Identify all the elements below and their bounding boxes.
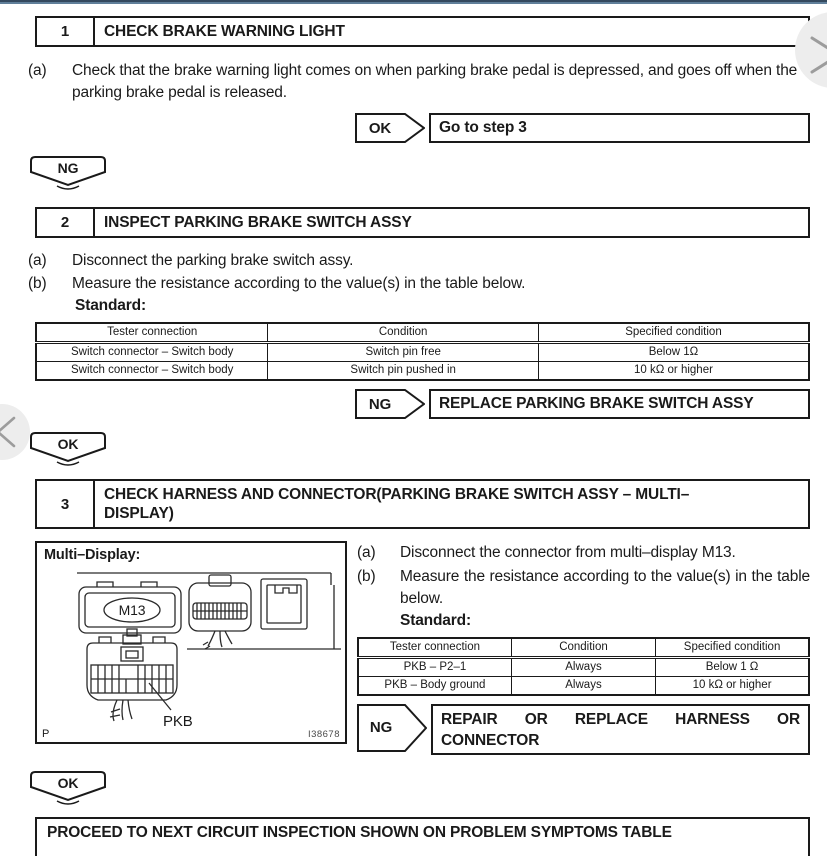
cell: 10 kΩ or higher bbox=[538, 361, 809, 380]
proceed-box bbox=[35, 817, 810, 856]
cell: Always bbox=[511, 676, 655, 695]
col-condition: Condition bbox=[268, 323, 539, 342]
step-1-header bbox=[35, 16, 810, 47]
chevron-right-icon bbox=[795, 12, 827, 88]
step-2-number: 2 bbox=[37, 209, 95, 236]
ok-banner-tag bbox=[30, 432, 106, 468]
table-row bbox=[358, 657, 809, 676]
table-header-row bbox=[36, 323, 809, 342]
chevron-left-icon bbox=[0, 404, 30, 460]
connector-diagram bbox=[37, 543, 345, 742]
ok-banner-label: OK bbox=[57, 436, 79, 452]
step-2-spec-table bbox=[35, 322, 810, 381]
step-3-spec-table bbox=[357, 637, 810, 696]
item-label: (b) bbox=[357, 568, 376, 585]
carousel-next-button[interactable] bbox=[795, 12, 827, 88]
standard-label: Standard: bbox=[400, 612, 471, 629]
step-3-header bbox=[35, 479, 810, 529]
item-text: Measure the resistance according to the value(s) in the table below. bbox=[400, 568, 810, 607]
step-3-body bbox=[35, 541, 810, 755]
step-2-ng-result bbox=[355, 389, 810, 419]
cell: PKB – Body ground bbox=[358, 676, 511, 695]
step-1-title: CHECK BRAKE WARNING LIGHT bbox=[104, 23, 345, 40]
ng-banner-label: NG bbox=[57, 160, 79, 176]
window-top-bar bbox=[0, 0, 827, 4]
col-tester-connection: Tester connection bbox=[36, 323, 268, 342]
standard-label: Standard: bbox=[75, 297, 146, 314]
carousel-prev-button[interactable] bbox=[0, 404, 30, 460]
figure-caption: Multi–Display: bbox=[44, 547, 141, 563]
item-text: Disconnect the parking brake switch assy. bbox=[72, 252, 354, 269]
connector-figure bbox=[35, 541, 347, 744]
ng-banner-tag bbox=[30, 156, 106, 192]
ok-arrow-label: OK bbox=[368, 120, 392, 137]
ng-arrow-label: NG bbox=[369, 719, 393, 736]
connector-m13-label: M13 bbox=[118, 602, 146, 618]
step-3-right-column bbox=[357, 541, 810, 755]
col-condition: Condition bbox=[511, 638, 655, 657]
table-row bbox=[36, 342, 809, 361]
ng-arrow-label: NG bbox=[368, 396, 392, 413]
ok-banner-label: OK bbox=[57, 775, 79, 791]
figure-number: I38678 bbox=[307, 729, 340, 740]
item-label: (b) bbox=[28, 275, 47, 292]
table-row bbox=[36, 361, 809, 380]
cell: Switch connector – Switch body bbox=[36, 342, 268, 361]
col-specified-condition: Specified condition bbox=[656, 638, 809, 657]
item-text: Disconnect the connector from multi–display M13. bbox=[400, 544, 736, 561]
step-3-item-b bbox=[357, 566, 810, 610]
table-header-row bbox=[358, 638, 809, 657]
cell: Switch pin pushed in bbox=[268, 361, 539, 380]
cell: Switch connector – Switch body bbox=[36, 361, 268, 380]
step-3-ng-result bbox=[357, 704, 810, 755]
cell: Switch pin free bbox=[268, 342, 539, 361]
step-2-header bbox=[35, 207, 810, 238]
figure-corner-label: P bbox=[42, 728, 50, 740]
connector-pkb-label: PKB bbox=[163, 713, 193, 730]
step-2-item-a bbox=[28, 250, 810, 272]
step-1-ok-result bbox=[355, 113, 810, 143]
cell: 10 kΩ or higher bbox=[656, 676, 809, 695]
col-specified-condition: Specified condition bbox=[538, 323, 809, 342]
proceed-text: PROCEED TO NEXT CIRCUIT INSPECTION SHOWN ON PROBLEM SYMPTOMS TABLE bbox=[47, 824, 672, 841]
col-tester-connection: Tester connection bbox=[358, 638, 511, 657]
step-3-number: 3 bbox=[37, 481, 95, 527]
step-3-item-a bbox=[357, 542, 810, 564]
ng-action-box bbox=[429, 389, 810, 419]
ng-action-text: REPAIR OR REPLACE HARNESS OR CONNECTOR bbox=[441, 711, 800, 749]
item-label: (a) bbox=[28, 62, 47, 79]
ok-action-box bbox=[429, 113, 810, 143]
ng-action-box bbox=[431, 704, 810, 755]
item-text: Check that the brake warning light comes on when parking brake pedal is depressed, and goes off when the parking brake pedal is released. bbox=[72, 62, 798, 101]
ng-arrow-tag bbox=[357, 704, 427, 752]
step-1-item-a bbox=[28, 60, 810, 104]
step-1-number: 1 bbox=[37, 18, 95, 45]
step-2-item-b bbox=[28, 273, 810, 295]
step-3-title: CHECK HARNESS AND CONNECTOR(PARKING BRAKE SWITCH ASSY – MULTI–DISPLAY) bbox=[104, 486, 690, 522]
table-row bbox=[358, 676, 809, 695]
cell: Below 1Ω bbox=[538, 342, 809, 361]
item-label: (a) bbox=[28, 252, 47, 269]
ng-action-text: REPLACE PARKING BRAKE SWITCH ASSY bbox=[439, 395, 754, 412]
ok-arrow-tag bbox=[355, 113, 425, 143]
item-text: Measure the resistance according to the value(s) in the table below. bbox=[72, 275, 526, 292]
ok-banner-tag bbox=[30, 771, 106, 807]
cell: Always bbox=[511, 657, 655, 676]
ng-arrow-tag bbox=[355, 389, 425, 419]
step-2-title: INSPECT PARKING BRAKE SWITCH ASSY bbox=[104, 214, 412, 231]
procedure-content bbox=[0, 16, 827, 856]
cell: PKB – P2–1 bbox=[358, 657, 511, 676]
cell: Below 1 Ω bbox=[656, 657, 809, 676]
item-label: (a) bbox=[357, 544, 376, 561]
ok-action-text: Go to step 3 bbox=[439, 119, 527, 136]
